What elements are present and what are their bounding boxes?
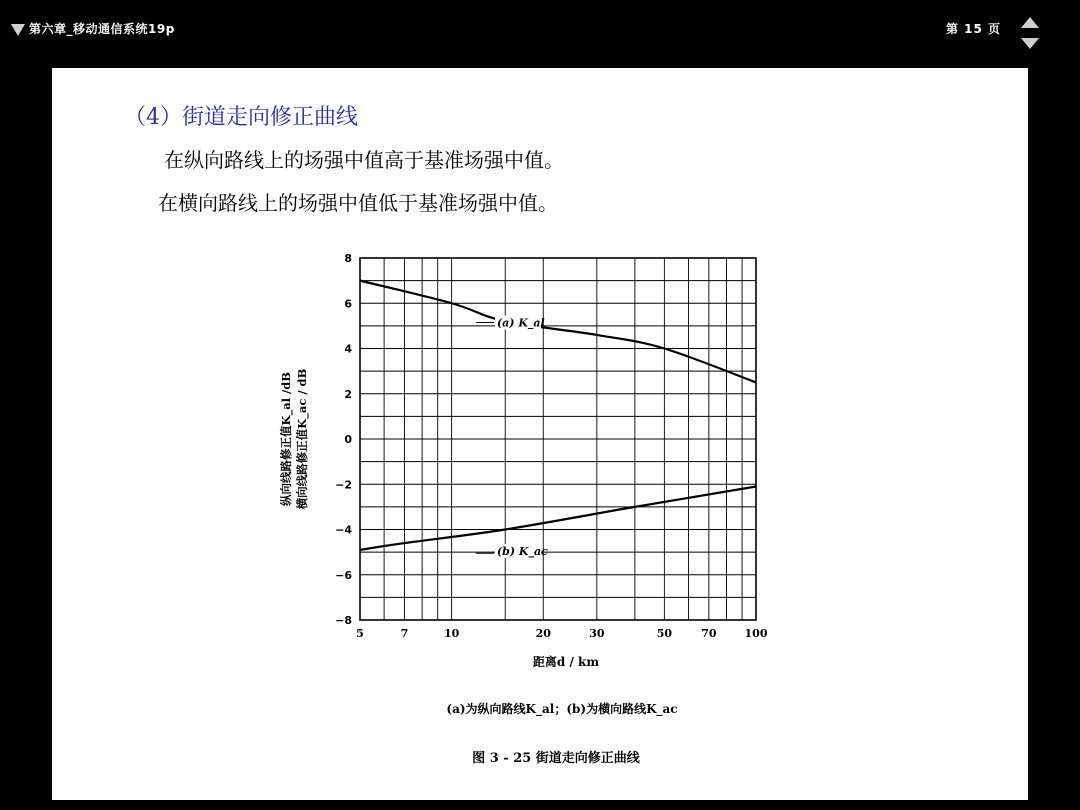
y-tick-label: 0 bbox=[344, 433, 352, 446]
figure-caption: (a)为纵向路线K_al；(b)为横向路线K_ac bbox=[446, 702, 678, 716]
y-tick-label: 2 bbox=[344, 387, 352, 401]
correction-curve-chart bbox=[52, 68, 1028, 800]
menu-triangle-icon[interactable] bbox=[11, 24, 25, 36]
slide-page bbox=[52, 68, 1028, 800]
x-tick-label: 7 bbox=[400, 627, 409, 640]
x-tick-label: 70 bbox=[701, 627, 717, 640]
page-down-icon[interactable] bbox=[1021, 38, 1039, 49]
y-tick-label: 6 bbox=[344, 297, 352, 311]
series-label: (b) K_ac bbox=[496, 545, 548, 559]
y-tick-label: −6 bbox=[335, 568, 352, 582]
slide-text-line-2: 在横向路线上的场强中值低于基准场强中值。 bbox=[158, 191, 558, 215]
y-axis-label: 纵向线路修正值K_al /dB bbox=[279, 371, 293, 507]
series-label: (a) K_al bbox=[496, 316, 545, 330]
x-tick-label: 10 bbox=[443, 627, 460, 640]
x-tick-label: 5 bbox=[356, 627, 364, 640]
slide-heading: （4）街道走向修正曲线 bbox=[124, 105, 358, 130]
slide-text-line-1: 在纵向路线上的场强中值高于基准场强中值。 bbox=[164, 148, 564, 172]
x-axis-label: 距离d / km bbox=[532, 655, 600, 669]
y-tick-label: −4 bbox=[335, 523, 352, 537]
figure-label: 图 3 - 25 街道走向修正曲线 bbox=[472, 751, 640, 766]
x-tick-label: 100 bbox=[744, 627, 768, 640]
x-tick-label: 50 bbox=[656, 627, 673, 640]
y-tick-label: 4 bbox=[344, 342, 352, 356]
series-line-k-ac bbox=[360, 487, 756, 550]
x-tick-label: 30 bbox=[589, 627, 605, 640]
page-up-icon[interactable] bbox=[1021, 17, 1039, 28]
document-title: 第六章_移动通信系统19p bbox=[29, 22, 175, 36]
y-tick-label: 8 bbox=[344, 252, 352, 265]
page-number: 第 15 页 bbox=[946, 22, 1002, 36]
top-bar bbox=[0, 0, 1080, 66]
y-tick-label: −2 bbox=[335, 478, 352, 492]
x-tick-label: 20 bbox=[535, 627, 551, 640]
series-line-k-al bbox=[360, 281, 756, 383]
y-axis-label: 横向线路修正值K_ac / dB bbox=[295, 368, 309, 510]
y-tick-label: −8 bbox=[335, 614, 352, 627]
